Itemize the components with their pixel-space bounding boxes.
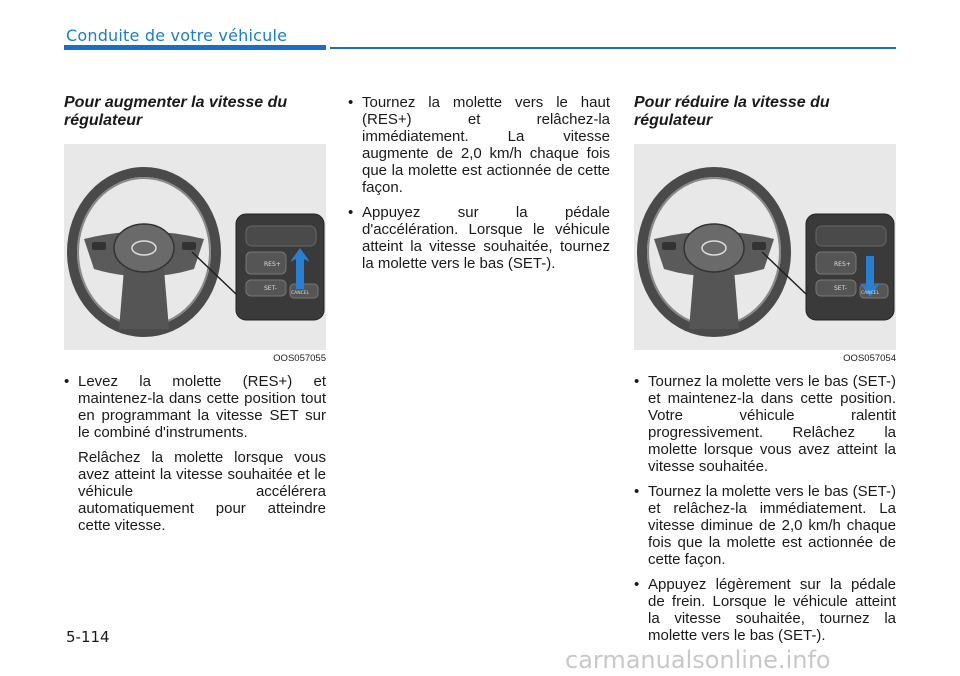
bullet-dot: •: [348, 94, 354, 111]
list-item: • Appuyez légèrement sur la pédale de frein. Lorsque le véhicule atteint la vitesse souhaitée, tournez la molette vers le bas (SET-).: [634, 576, 896, 644]
heading-decrease-speed: Pour réduire la vitesse du régulateur: [634, 94, 830, 129]
figure-code: OOS057054: [843, 353, 896, 364]
list-item: • Appuyez sur la pédale d'accélération. Lorsque le véhicule atteint la vitesse souhaitée, tournez la molette vers le bas (SET-).: [348, 204, 610, 272]
cancel-label: CANCEL: [291, 291, 310, 296]
res-label: RES+: [264, 261, 281, 268]
bullet-dot: •: [348, 204, 354, 221]
bullet-dot: •: [634, 373, 640, 390]
figure-steering-wheel-down: [634, 144, 896, 350]
bullet-dot: •: [634, 576, 640, 593]
middle-column: [348, 94, 610, 280]
cancel-label: CANCEL: [861, 291, 880, 296]
figure-steering-wheel-up: [64, 144, 326, 350]
section-title: Conduite de votre véhicule: [66, 26, 288, 45]
left-column: [64, 94, 326, 542]
set-label: SET-: [834, 285, 847, 292]
watermark: carmanualsonline.info: [565, 646, 831, 674]
page-number: 5-114: [66, 628, 110, 646]
list-item-continuation: Relâchez la molette lorsque vous avez atteint la vitesse souhaitée et le véhicule accélérera automatiquement pour atteindre cette vitesse.: [78, 449, 326, 534]
header-rule-thin: [330, 47, 896, 49]
res-label: RES+: [834, 261, 851, 268]
bullet-dot: •: [634, 483, 640, 500]
list-item: • Tournez la molette vers le bas (SET-) et relâchez-la immédiatement. La vitesse diminue de 2,0 km/h chaque fois que la molette est actionnée de cette façon.: [634, 483, 896, 568]
list-item: • Levez la molette (RES+) et maintenez-la dans cette position tout en programmant la vitesse SET sur le combiné d'instruments.: [64, 373, 326, 441]
list-item: • Tournez la molette vers le bas (SET-) et maintenez-la dans cette position. Votre véhicule ralentit progressivement. Relâchez la molette lorsque vous avez atteint la vitesse souhaitée.: [634, 373, 896, 475]
bullet-dot: •: [64, 373, 70, 390]
steering-wheel-illustration: [64, 144, 326, 350]
steering-wheel-illustration: [634, 144, 896, 350]
heading-increase-speed: Pour augmenter la vitesse du régulateur: [64, 94, 288, 129]
header-rule-thick: [64, 45, 326, 50]
figure-code: OOS057055: [273, 353, 326, 364]
right-column: [634, 94, 896, 652]
set-label: SET-: [264, 285, 277, 292]
list-item: • Tournez la molette vers le haut (RES+) et relâchez-la immédiatement. La vitesse augmente de 2,0 km/h chaque fois que la molette est actionnée de cette façon.: [348, 94, 610, 196]
